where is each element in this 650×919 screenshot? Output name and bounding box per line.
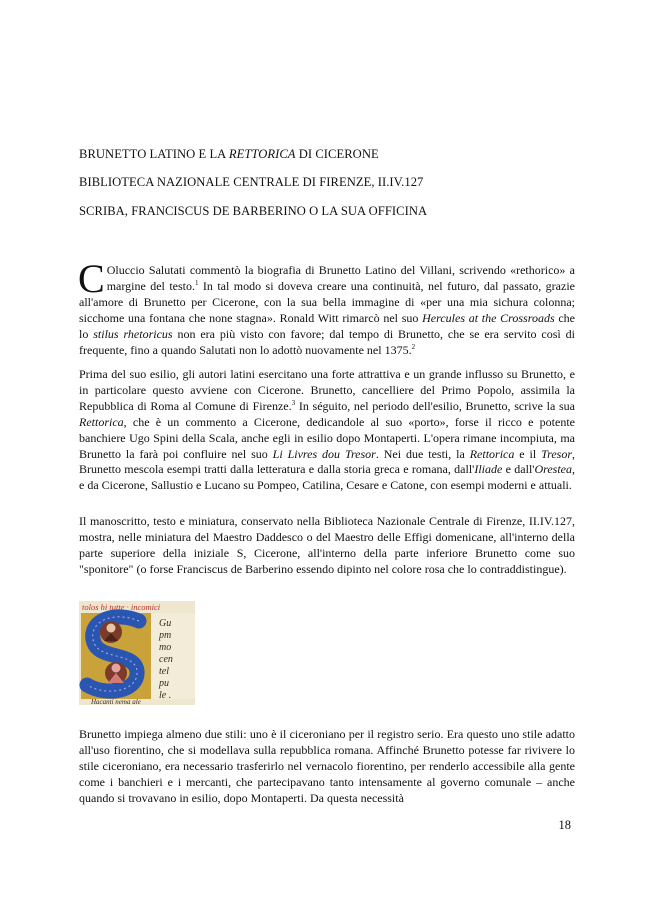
latin-term: stilus rhetoricus — [93, 326, 173, 341]
svg-text:pu: pu — [159, 678, 169, 689]
miniature-image — [79, 601, 195, 705]
footnote-ref-3[interactable]: 3 — [291, 398, 296, 407]
svg-text:le .: le . — [159, 690, 172, 701]
svg-text:mo: mo — [159, 642, 172, 653]
drop-cap: C — [78, 256, 105, 301]
svg-text:cen: cen — [159, 654, 173, 665]
paragraph-3: Il manoscritto, testo e miniatura, conservato nella Biblioteca Nazionale Centrale di Firenze, II.IV.127, mostra, nelle miniatura del Maestro Daddesco o del Maestro delle Effigi domenicane, all'interno della parte superiore della iniziale S, Cicerone, all'interno della parte inferiore Brunetto come suo "sponitore" (o forse Franciscus de Barberino essendo dipinto nel colore rosa che lo contraddistingue). — [79, 514, 575, 576]
footnote-ref-1[interactable]: 1 — [194, 278, 199, 287]
title-emphasis: RETTORICA — [228, 147, 296, 161]
svg-text:Hacanti nema ale: Hacanti nema ale — [91, 698, 141, 705]
paragraph-2: Prima del suo esilio, gli autori latini esercitano una forte attrattiva e un grande influsso su Brunetto, e in particolare questo avviene con Cicerone. Brunetto, cancelliere del Primo Popolo, assimila la Repubblica di Roma al Comune di Firenze.$^3$ In séguito, nel periodo dell'esilio, Brunetto, scrive la sua Rettorica, che è un commento a Cicerone, dedicandole al suo «porto», forse il ricco e potente banchiere Ugo Spini della Scala, anche egli in esilio dopo Montaperti. L'opera rimane incompiuta, ma Brunetto la farà poi confluire nel suo Li Livres dou Tresor. Nei due testi, la Rettorica e il Tresor, Brunetto mescola esempi tratti dalla letteratura e dalla storia greca e romana, dall'Iliade e dall'Orestea, e da Cicerone, Sallustio e Lucano su Pompeo, Catilina, Cesare e Catone, con esempi moderni e attuali. — [79, 367, 576, 493]
page-number: 18 — [558, 818, 571, 832]
paragraph-1: C Oluccio Salutati commentò la biografia di Brunetto Latino del Villani, scrivendo «rethorico» a margine del testo.$^1$ In tal modo si doveva creare una continuità, nel futuro, dal passato, grazie all'amore di Brunetto per Cicerone, con la sua bella immagine di «per una mia sichura colonna; sicchome una fontana che none stagna». Ronald Witt rimarcò nel suo Hercules at the Crossroads che lo stilus rhetoricus non era più visto con favore; dal tempo di Brunetto, che se era servito così di frequente, fino a quando Salutati non lo adottò nuovamente nel 1375.$^2$ — [78, 256, 575, 357]
scribe-heading: SCRIBA, FRANCISCUS DE BARBERINO O LA SUA OFFICINA — [79, 204, 428, 218]
manuscript-miniature — [79, 601, 195, 705]
title-heading: BRUNETTO LATINO E LA RETTORICA DI CICERONE — [79, 147, 379, 161]
svg-text:pm: pm — [159, 630, 172, 641]
rubric-text: tolos hi tutte · incomici — [82, 602, 161, 612]
book-title: Hercules at the Crossroads — [422, 310, 555, 325]
paragraph-4: Brunetto impiega almeno due stili: uno è il ciceroniano per il registro serio. Era questo uno stile adatto all'uso fiorentino, che si modellava sulla repubblica romana. Affinché Brunetto potesse far rivivere lo stile ciceroniano, era necessario trasferirlo nel vernacolo fiorentino, per renderlo accessibile alla gente come i banchieri e i mercanti, che partecipavano tanto intensamente al governo comunale – anche quando si trovavano in esilio, dopo Montaperti. Da questa necessità — [79, 727, 575, 805]
footnote-ref-2[interactable]: 2 — [411, 342, 416, 351]
svg-text:tel: tel — [159, 666, 169, 677]
svg-text:Gu: Gu — [159, 618, 172, 629]
library-heading: BIBLIOTECA NAZIONALE CENTRALE DI FIRENZE, II.IV.127 — [79, 175, 424, 189]
